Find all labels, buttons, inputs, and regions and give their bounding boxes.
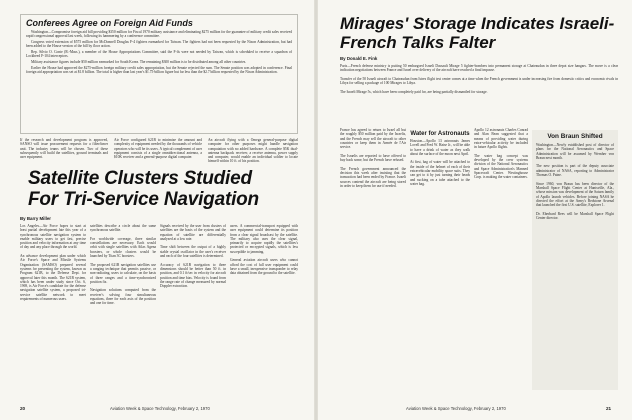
box-headline: Conferees Agree on Foreign Aid Funds bbox=[26, 18, 193, 28]
mirage-column-3: Apollo 12 astronauts Charles Conrad and Alan Bean suggested that a means of providing water during extra-vehicular activity be included in future Apollo flights. The water bag concept was developed by the crew systems division of the National Aeronautics and Space Administration's Manned Spacecraft Center. Westinghouse Corp. is making the water containers. bbox=[474, 128, 528, 180]
mirage-column-1: France has agreed to return to Israel all but the roughly $50 million paid by the Israelis, and the French may sell the aircraft to other countries or keep them in Armée de l'Air service. The Israelis are reported to have offered to buy back some, but the French have refused. The French government announced the decision this week after insisting that the transaction had been ended by France. Israeli sources contend the aircraft are being stored in order to keep them for use if needed. bbox=[340, 128, 406, 188]
footer-left: Aviation Week & Space Technology, February 2, 1970 bbox=[110, 406, 210, 411]
sidebar-text: Washington—Newly established post of director of plans for the National Aeronautics and Space Administration will be assumed by Wernher von Braun next month. The new position is part of the deputy associate administrator of NASA, reporting to Administrator Thomas O. Paine. Since 1960, von Braun has been director of the Marshall Space Flight Center at Huntsville, Ala., whose mission was development of the Saturn family of Apollo launch vehicles. Before joining NASA he directed the effort at the Army's Redstone Arsenal that launched the first U.S. satellite, Explorer 1. Dr. Eberhard Rees will be Marshall Space Flight Center director. bbox=[536, 143, 614, 221]
box-paragraph: Earlier the House had approved the $275-million foreign military credit sales appropriation, but the Senate rejected the sum. The Senate position was adopted in conference. Final foreign aid appropriation was set at $1.8 billion. The total is higher than last year's $1.75-billion figure but far less than the $2.7 billion requested by the Nixon Administration. bbox=[26, 65, 292, 74]
page-number-right: 21 bbox=[606, 406, 612, 411]
von-braun-sidebar bbox=[532, 130, 618, 390]
satellite-article-headline: Satellite Clusters Studied For Tri-Service Navigation bbox=[28, 168, 259, 210]
foreign-aid-box bbox=[20, 14, 298, 134]
satellite-byline: By Barry Miller bbox=[20, 216, 51, 221]
lower-column-2: satellites describe a circle about the same synchronous satellite. For worldwide coverage, three similar constellations are necessary. Each would orbit with single satellites with Atlas Agena boosters, or whole clusters would be launched by Titan 3C boosters. The proposed 621B navigation satellites use a ranging technique that permits passive, or non-radiating, users to calculate, on the basis of three ranges and a time-synchronized position fix. Navigation solutions computed from the receiver's solving four simultaneous equations, three for each axis of the position and one for time. bbox=[90, 224, 156, 306]
water-sidebar bbox=[410, 128, 470, 400]
mirage-intro-text: Paris—French defense ministry is putting 50 embargoed Israeli Dassault Mirage 5 fighter-bombers into permanent storage at Chateaudun in three depot size hangars. The move is a clear indication negotiations between France and Israel over delivery of the aircraft have reached a final impasse. Transfer of the 50 Israeli aircraft to Chateaudun from Istres flight test center comes at a time when the French government is under increasing fire from domestic critics and economic rivals in Libya for selling a package of 100 Mirages to Libya. The Israeli Mirage 5s, which have been completely paid for, are being partially dismantled for storage. bbox=[340, 64, 618, 94]
footer-right: Aviation Week & Space Technology, February 2, 1970 bbox=[406, 406, 506, 411]
upper-column-1: If the research and development program is approved, SANSO will issue procurement requests for a filter/timer unit. The industry teams will be chosen. Two of these subsequently will build the satellites, ground terminals and user equipment. bbox=[20, 138, 108, 160]
lower-column-4: users. A commercial-transport equipped with user equipment could determine its position from a clear signal broadcast by the satellite. The military also uses the clear signal, primarily to acquire rapidly the satellites's protected or encrypted signals, which is less susceptible to jamming. General aviation aircraft users who cannot afford the cost of full user equipment could have a small, inexpensive transponder to relay data obtained from the ground to the satellite. bbox=[230, 224, 298, 276]
box-paragraph: Washington—Compromise foreign aid bill providing $350 million for Fiscal 1970 military assistance and eliminating $275 million for the guarantee of military credit sales received rapid congressional approval last week, following its hammering by a conference committee. bbox=[26, 30, 292, 39]
box-paragraph: Military assistance figures include $50 million earmarked for South Korea. The remaining $300 million is to be distributed among all other countries. bbox=[31, 59, 247, 64]
lower-column-1: Los Angeles—Air Force hopes to start at least partial development late this year of a synchronous satellite navigation system to enable military users to get fast, precise position and velocity information at any time of day and any place through the world. An advance development plan under which Air Force's Space and Missile Systems Organization (SAMSO) prepared several systems for presenting the system, known as Program 621B, to the Defense Dept. for approval later this month. The 621B system, which has been under study since Oct. 6, 1969, is Air Force's candidate for the defense navigation satellite system, a proposed tri-service satellite network to meet requirements of numerous users. bbox=[20, 224, 86, 302]
upper-column-2: Air Force configured 621B to minimize the amount and complexity of equipment needed by the thousands of vehicle operators who will be its users. A typical complement of user equipment consists of a single omnidirectional antenna, a $10K receiver and a general-purpose digital computer. bbox=[114, 138, 202, 160]
lower-column-3: Signals received by the user from clusters of satellites are the basis of the system and the equation of satellite are differentially analyzed at a low rate. Time shift between the output of a highly stable crystal oscillator in the user's receiver and each of the four satellites is determined. Accuracy of 621B navigation to three dimensions should be better than 50 ft. in position, and 0.1 ft/sec in velocity for aircraft position and time bias. Velocity is found from the range rate of change measured by normal Doppler extraction. bbox=[160, 224, 226, 289]
upper-column-3: An aircraft flying with a Omega general-purpose digital computer for other purposes might handle navigation computation with no added hardware. A complete $5K dual-antenna backpack receiver, a receive antenna, power supply and computer, would enable an individual soldier to locate himself within 10 ft. of his position. bbox=[208, 138, 298, 164]
mirage-byline: By Donald E. Fink bbox=[340, 56, 378, 61]
right-page bbox=[316, 0, 632, 420]
mirage-article-headline: Mirages' Storage Indicates Israeli-French Talks Falter bbox=[340, 14, 615, 52]
page-number-left: 20 bbox=[20, 406, 26, 411]
water-subhead: Water for Astronauts bbox=[410, 131, 470, 137]
box-paragraph: Rep. Silvio O. Conte (R.-Mass.), a member of the House Appropriations Committee, said the F-4s were not needed by Taiwan, which is scheduled to receive a squadron of Lockheed F-104 interceptors. bbox=[26, 49, 292, 59]
box-paragraph: Congress voted extension of $575 million for McDonnell Douglas F-4 fighters earmarked for Taiwan. The fighters had not been requested by the Nixon Administration, but had been added to the House version of the bill by floor action. bbox=[26, 39, 292, 49]
sidebar-title: Von Braun Shifted bbox=[547, 133, 603, 140]
water-text: Houston—Apollo 13 astronauts James Lovell and Fred W. Haise Jr., will be able to have a drink of water as they walk about the surface of the moon next April. At first, bag of water will be attached to the inside of the helmet of each of their extravehicular mobility space suits. They can get to it by just turning their heads and sucking on a tube attached to the water bag. bbox=[410, 139, 470, 186]
